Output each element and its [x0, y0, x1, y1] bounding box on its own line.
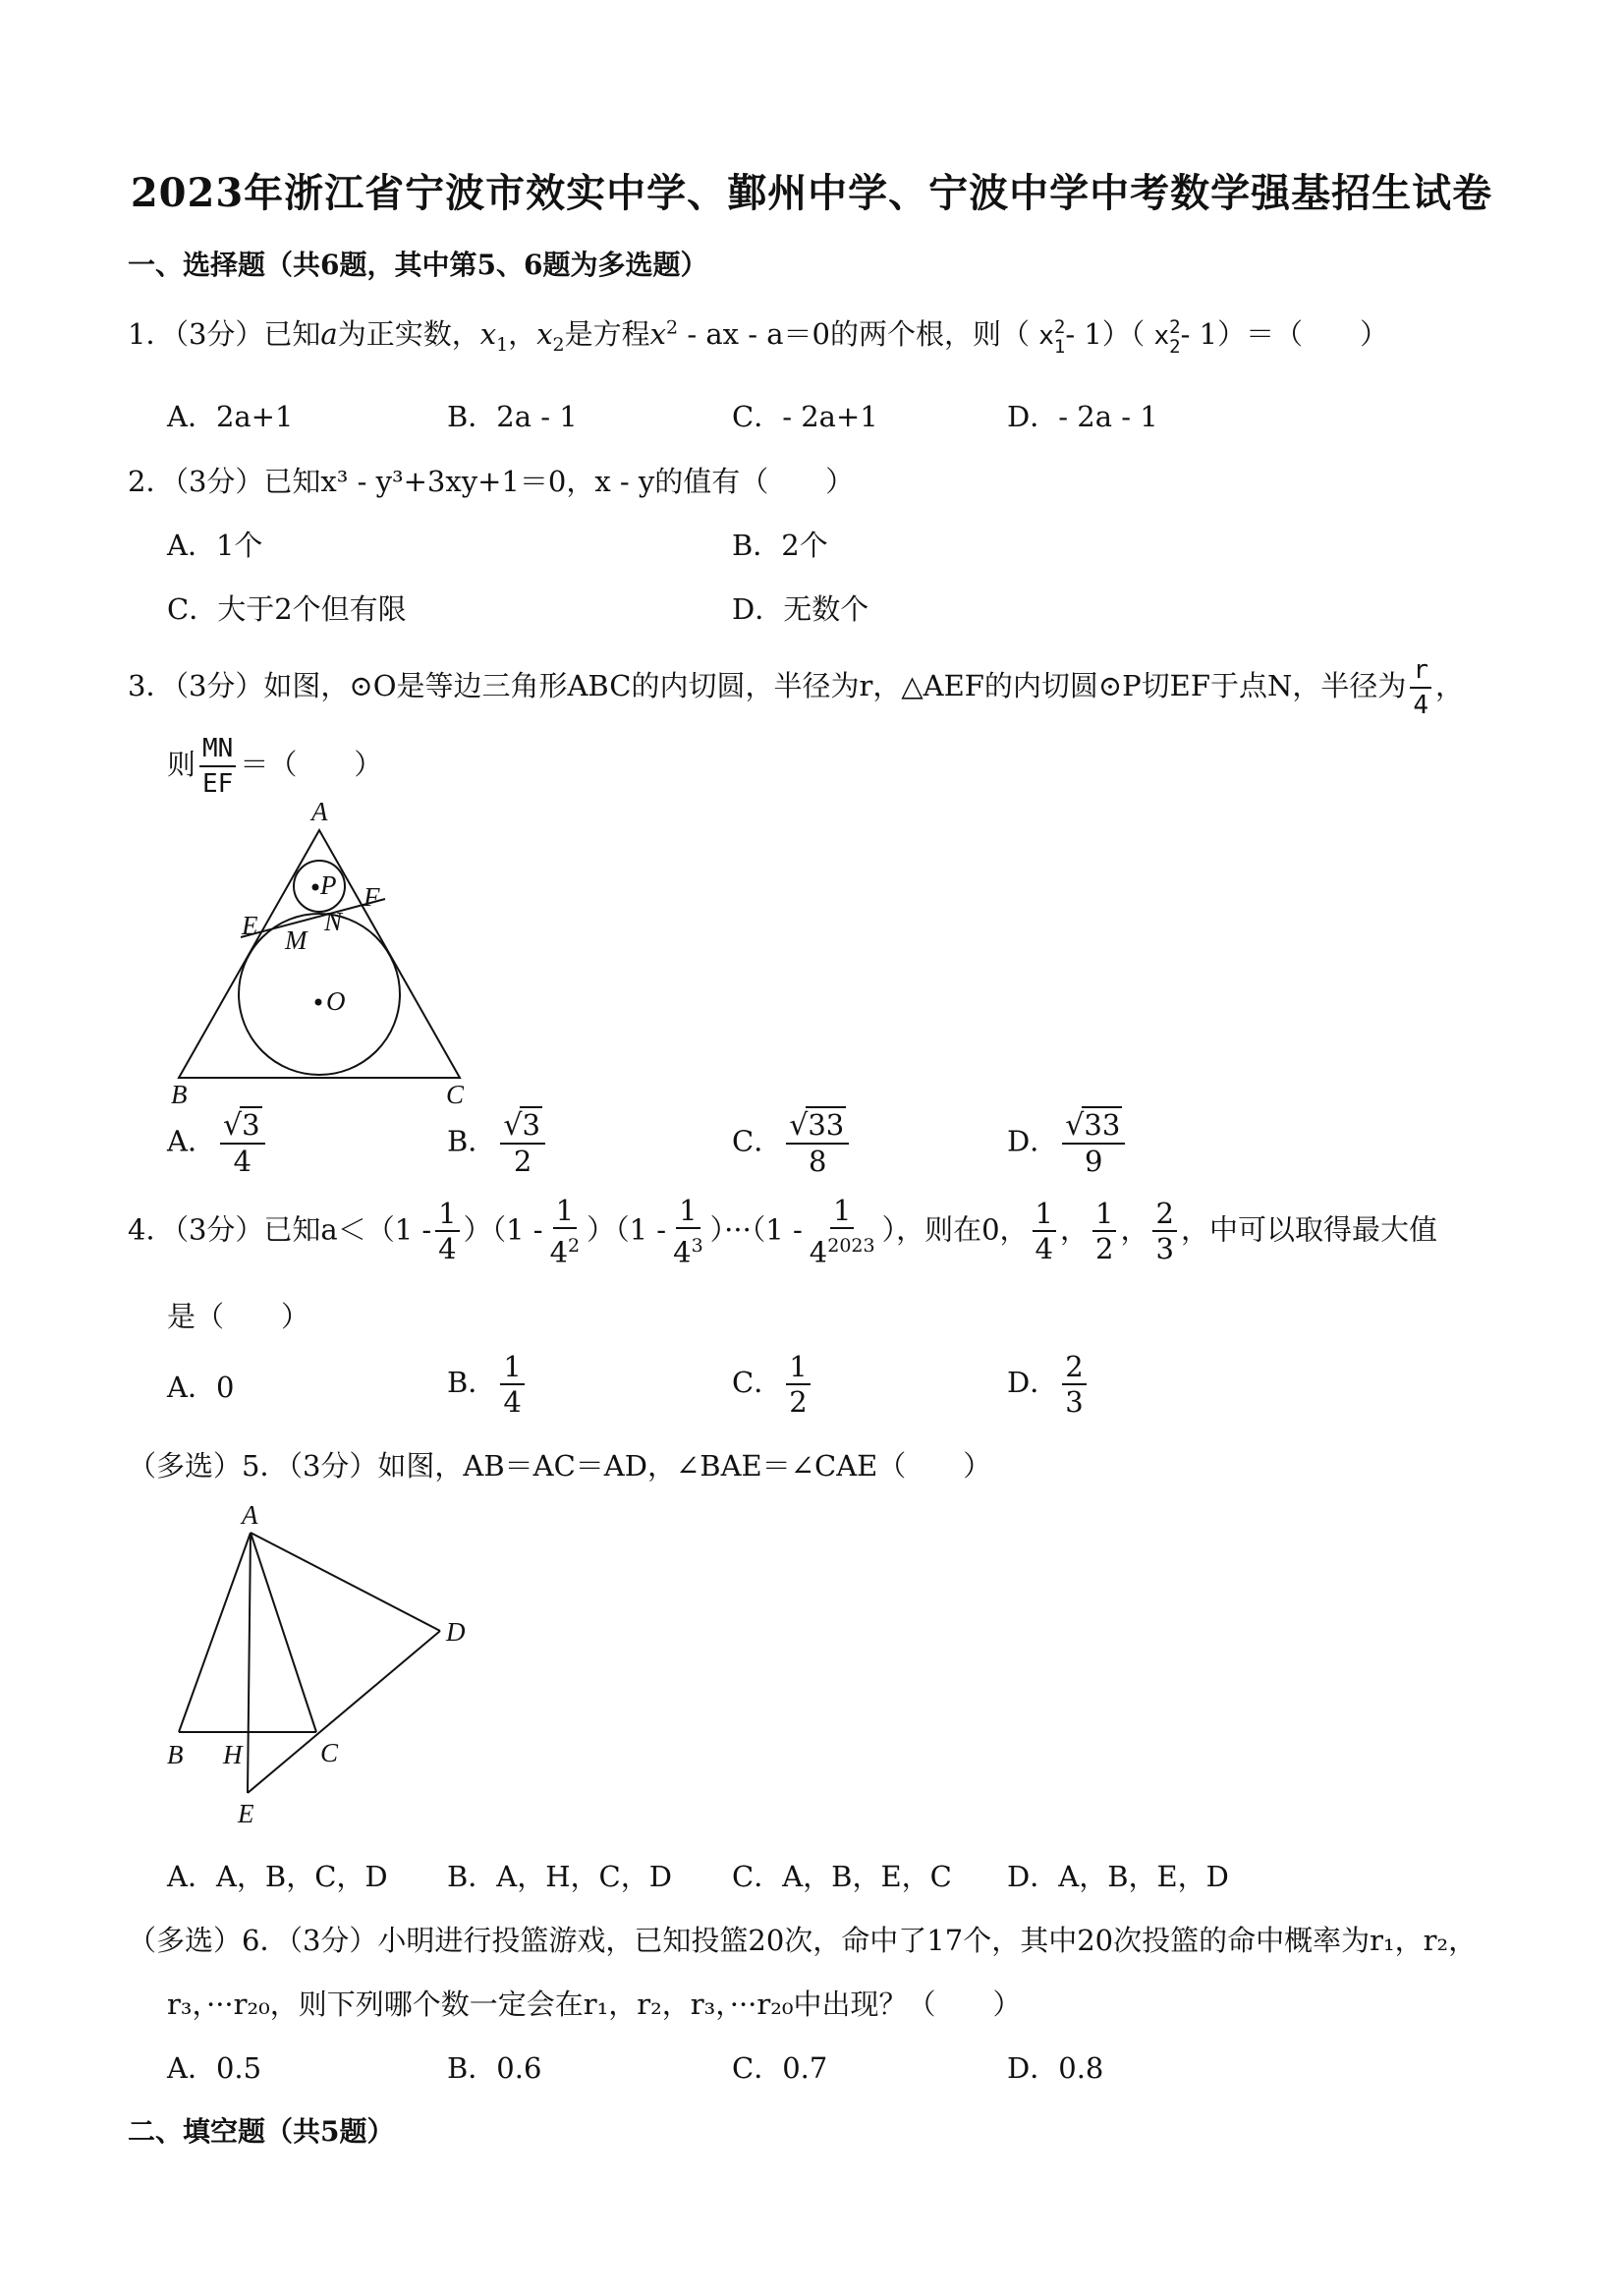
- question-4-line2: 是（ ）: [167, 1300, 310, 1333]
- label-b: B: [171, 1080, 188, 1109]
- q6-option-c[interactable]: C．0.7: [732, 2051, 828, 2085]
- figure-quadrilateral: [157, 1498, 491, 1827]
- label-e: E: [242, 911, 258, 940]
- label-n: N: [324, 907, 343, 936]
- question-6-line1: （多选）6．（3分）小明进行投篮游戏，已知投篮20次，命中了17个，其中20次投篮的命中概率为r₁，r₂，: [128, 1924, 1478, 1957]
- q2-option-d[interactable]: D．无数个: [732, 592, 869, 626]
- q4-option-b[interactable]: B． $\frac{1}{4}$: [447, 1350, 529, 1419]
- q6-option-d[interactable]: D．0.8: [1007, 2051, 1104, 2085]
- question-5-stem: （多选）5．（3分）如图，AB＝AC＝AD，∠BAE＝∠CAE（ ）: [128, 1449, 992, 1483]
- label-e: E: [238, 1799, 254, 1827]
- q3-option-c[interactable]: C． $\frac{√33}{8}$: [732, 1108, 853, 1178]
- q4-option-c[interactable]: C． $\frac{1}{2}$: [732, 1350, 814, 1419]
- q4-option-d[interactable]: D． $\frac{2}{3}$: [1007, 1350, 1091, 1419]
- q3-option-b[interactable]: B． $\frac{√3}{2}$: [447, 1108, 549, 1178]
- section-heading-choice: 一、选择题（共6题，其中第5、6题为多选题）: [128, 249, 708, 281]
- q3-option-d[interactable]: D． $\frac{√33}{9}$: [1007, 1108, 1129, 1178]
- q3-option-a[interactable]: A． $\frac{√3}{4}$: [167, 1108, 269, 1178]
- q2-option-a[interactable]: A．1个: [167, 529, 263, 562]
- label-m: M: [285, 925, 308, 955]
- q2-option-b[interactable]: B．2个: [732, 529, 828, 562]
- label-a: A: [311, 801, 328, 826]
- q5-option-a[interactable]: A．A，B，C，D: [167, 1860, 388, 1893]
- question-1-stem: 1．（3分）已知a为正实数，$x_1$，$x_2$是方程$x^2$ - ax - a＝0的两个根，则（ x 2 1 - 1）（ x 2 2 - 1）＝（ ）: [128, 315, 1389, 358]
- q2-option-c[interactable]: C．大于2个但有限: [167, 592, 407, 626]
- q4-option-a[interactable]: A．0: [167, 1371, 235, 1404]
- q6-option-a[interactable]: A．0.5: [167, 2051, 262, 2085]
- label-c: C: [446, 1080, 465, 1109]
- question-4-stem: 4．（3分）已知a＜（1 - $\frac{1}{4}$ ）（1 - $\frac{1}{4^2}$ ）（1 - $\frac{1}{4^3}$ ）···（1 - $\frac{1}{4^{2023}}$ ），则在0， $\frac{1}{4}$ ， $\frac{1}{2}$ ， $\frac{2}{3}$ ，中可以取得最大值: [128, 1194, 1437, 1269]
- q1-option-a[interactable]: A．2a+1: [167, 400, 294, 433]
- label-c: C: [320, 1738, 339, 1767]
- label-b: B: [167, 1740, 184, 1769]
- label-d: D: [446, 1617, 466, 1647]
- q1-option-b[interactable]: B．2a - 1: [447, 400, 578, 433]
- label-f: F: [364, 882, 380, 912]
- q1-option-c[interactable]: C．- 2a+1: [732, 400, 878, 433]
- label-o: O: [326, 986, 346, 1016]
- q6-option-b[interactable]: B．0.6: [447, 2051, 542, 2085]
- q1-option-d[interactable]: D．- 2a - 1: [1007, 400, 1158, 433]
- figure-incircle-triangle: [157, 801, 491, 1110]
- q5-option-c[interactable]: C．A，B，E，C: [732, 1860, 952, 1893]
- label-p: P: [320, 870, 337, 900]
- q5-option-b[interactable]: B．A，H，C，D: [447, 1860, 672, 1893]
- q5-option-d[interactable]: D．A，B，E，D: [1007, 1860, 1229, 1893]
- page-title: 2023年浙江省宁波市效实中学、鄞州中学、宁波中学中考数学强基招生试卷: [130, 170, 1493, 216]
- question-6-line2: r₃，···r₂₀，则下列哪个数一定会在r₁，r₂，r₃，···r₂₀中出现？（ ）: [167, 1988, 1022, 2021]
- question-3-ratio: 则 $\frac{MN}{EF}$ ＝（ ）: [167, 734, 383, 799]
- section-heading-fill: 二、填空题（共5题）: [128, 2115, 395, 2148]
- question-3-stem: 3．（3分）如图，⊙O是等边三角形ABC的内切圆，半径为r，△AEF的内切圆⊙P切EF于点N，半径为 $\frac{r}{4}$ ，: [128, 655, 1465, 720]
- label-h: H: [223, 1740, 243, 1769]
- question-2-stem: 2．（3分）已知x³ - y³+3xy+1＝0，x - y的值有（ ）: [128, 465, 855, 498]
- label-a: A: [242, 1500, 258, 1530]
